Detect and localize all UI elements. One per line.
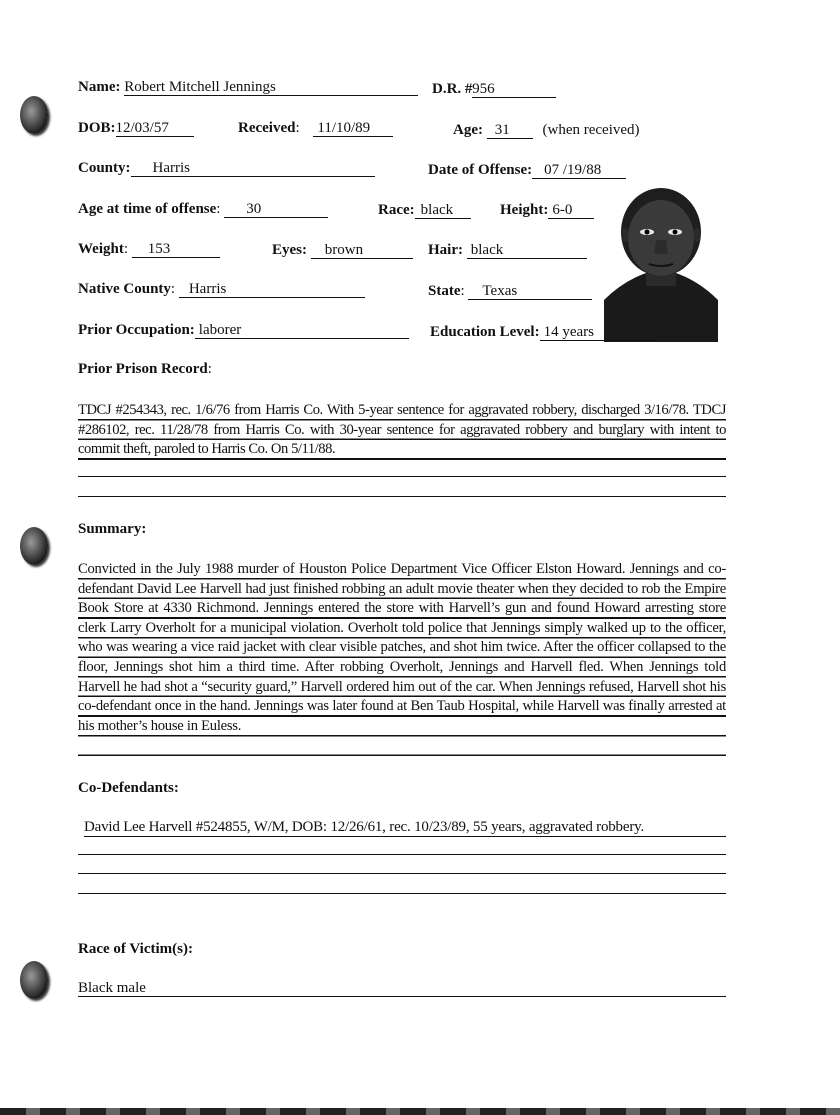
summary-heading: Summary: bbox=[78, 521, 147, 537]
co-defendants-blank-line-2 bbox=[78, 873, 726, 874]
name-row: Name: Robert Mitchell Jennings bbox=[78, 78, 418, 96]
age-offense-label: Age at time of offense bbox=[78, 201, 217, 217]
weight-value: 153 bbox=[132, 241, 220, 258]
hair-value: black bbox=[467, 242, 587, 259]
eyes-row: Eyes: brown bbox=[272, 241, 413, 259]
race-of-victim-heading: Race of Victim(s): bbox=[78, 941, 193, 957]
native-county-label: Native County bbox=[78, 281, 171, 297]
dr-label: D.R. # bbox=[432, 81, 473, 97]
age-value: 31 bbox=[487, 122, 533, 139]
height-label: Height bbox=[500, 202, 544, 218]
native-county-value: Harris bbox=[179, 281, 365, 298]
age-offense-row: Age at time of offense: 30 bbox=[78, 200, 328, 218]
prior-record-blank-line-1 bbox=[78, 476, 726, 477]
co-defendants-text: David Lee Harvell #524855, W/M, DOB: 12/26/61, rec. 10/23/89, 55 years, aggravated robbery. bbox=[84, 819, 726, 837]
race-of-victim-text: Black male bbox=[78, 980, 726, 997]
state-label: State bbox=[428, 283, 461, 299]
county-row: County: Harris bbox=[78, 159, 375, 177]
co-defendants-blank-line-1 bbox=[78, 854, 726, 855]
age-offense-value: 30 bbox=[224, 201, 328, 218]
race-row: Race: black bbox=[378, 201, 471, 219]
age-note: (when received) bbox=[542, 122, 640, 138]
occupation-label: Prior Occupation bbox=[78, 322, 190, 338]
age-label: Age bbox=[453, 122, 478, 138]
prior-record-text-block bbox=[78, 401, 726, 460]
received-row: Received: 11/10/89 bbox=[238, 119, 393, 137]
dob-label: DOB bbox=[78, 120, 111, 136]
state-row: State: Texas bbox=[428, 282, 592, 300]
weight-row: Weight: 153 bbox=[78, 240, 220, 258]
punch-hole-bottom bbox=[20, 961, 48, 999]
prior-record-label: Prior Prison Record bbox=[78, 361, 208, 377]
dob-value: 12/03/57 bbox=[116, 120, 194, 137]
race-label: Race bbox=[378, 202, 410, 218]
state-value: Texas bbox=[468, 283, 592, 300]
eyes-value: brown bbox=[311, 242, 413, 259]
weight-label: Weight bbox=[78, 241, 124, 257]
summary-text-block bbox=[78, 560, 726, 756]
received-label: Received bbox=[238, 120, 296, 136]
hair-row: Hair: black bbox=[428, 241, 587, 259]
occupation-value: laborer bbox=[195, 322, 409, 339]
punch-hole-top bbox=[20, 96, 48, 134]
education-label: Education Level bbox=[430, 324, 535, 340]
co-defendants-blank-line-3 bbox=[78, 893, 726, 894]
eyes-label: Eyes bbox=[272, 242, 302, 258]
age-row: Age: 31 (when received) bbox=[453, 122, 640, 138]
occupation-row: Prior Occupation: laborer bbox=[78, 321, 409, 339]
prior-record-heading: Prior Prison Record: bbox=[78, 361, 212, 377]
co-defendants-heading: Co-Defendants: bbox=[78, 780, 179, 796]
county-label: County bbox=[78, 160, 126, 176]
native-county-row: Native County: Harris bbox=[78, 280, 365, 298]
offense-date-row: Date of Offense: 07 /19/88 bbox=[428, 161, 626, 179]
name-value: Robert Mitchell Jennings bbox=[124, 79, 418, 96]
name-label: Name bbox=[78, 79, 116, 95]
received-value: 11/10/89 bbox=[313, 120, 393, 137]
face-silhouette-icon bbox=[604, 180, 718, 342]
education-value: 14 years bbox=[540, 324, 656, 341]
hair-label: Hair bbox=[428, 242, 458, 258]
race-value: black bbox=[415, 202, 471, 219]
dr-row bbox=[432, 80, 556, 98]
education-row: Education Level: 14 years bbox=[430, 323, 656, 341]
county-value: Harris bbox=[131, 160, 375, 177]
offense-date-value: 07 /19/88 bbox=[532, 162, 626, 179]
offense-date-label: Date of Offense bbox=[428, 162, 528, 178]
height-row: Height: 6-0 bbox=[500, 201, 594, 219]
summary-text: Convicted in the July 1988 murder of Houston Police Department Vice Officer Elston Howard. Jennings and co-defendant David Lee Harvell had just finished robbing an adult movie theater when they decided to rob the Empire Book Store at 4330 Richmond. Jennings entered the store with Harvell’s gun and found Howard arresting store clerk Larry Overholt for a municipal violation. Overholt told police that Jennings simply walked up to the officer, who was wearing a vice raid jacket with clear visible patches, and shot him twice. After the officer collapsed to the floor, Jennings shot him a third time. After robbing Overholt, Jennings and Harvell fled. When Jennings told Harvell he had shot a “security guard,” Harvell ordered him out of the car. When Jennings refused, Harvell shot his co-defendant once in the hand. Jennings was later found at Ben Taub Hospital, while Harvell was finally arrested at his mother’s house in Euless. bbox=[78, 561, 726, 734]
prior-record-blank-line-2 bbox=[78, 496, 726, 497]
dr-value: 956 bbox=[472, 81, 556, 98]
height-value: 6-0 bbox=[548, 202, 594, 219]
scan-edge-strip bbox=[0, 1108, 840, 1115]
punch-hole-middle bbox=[20, 527, 48, 565]
prior-record-text: TDCJ #254343, rec. 1/6/76 from Harris Co. With 5-year sentence for aggravated robbery, discharged 3/16/78. TDCJ #286102, rec. 11/28/78 from Harris Co. with 30-year sentence for aggravated robbery and burglary with intent to commit theft, paroled to Harris Co. On 5/11/88. bbox=[78, 402, 726, 458]
dob-row: DOB:12/03/57 bbox=[78, 119, 194, 137]
inmate-photo bbox=[604, 180, 718, 342]
